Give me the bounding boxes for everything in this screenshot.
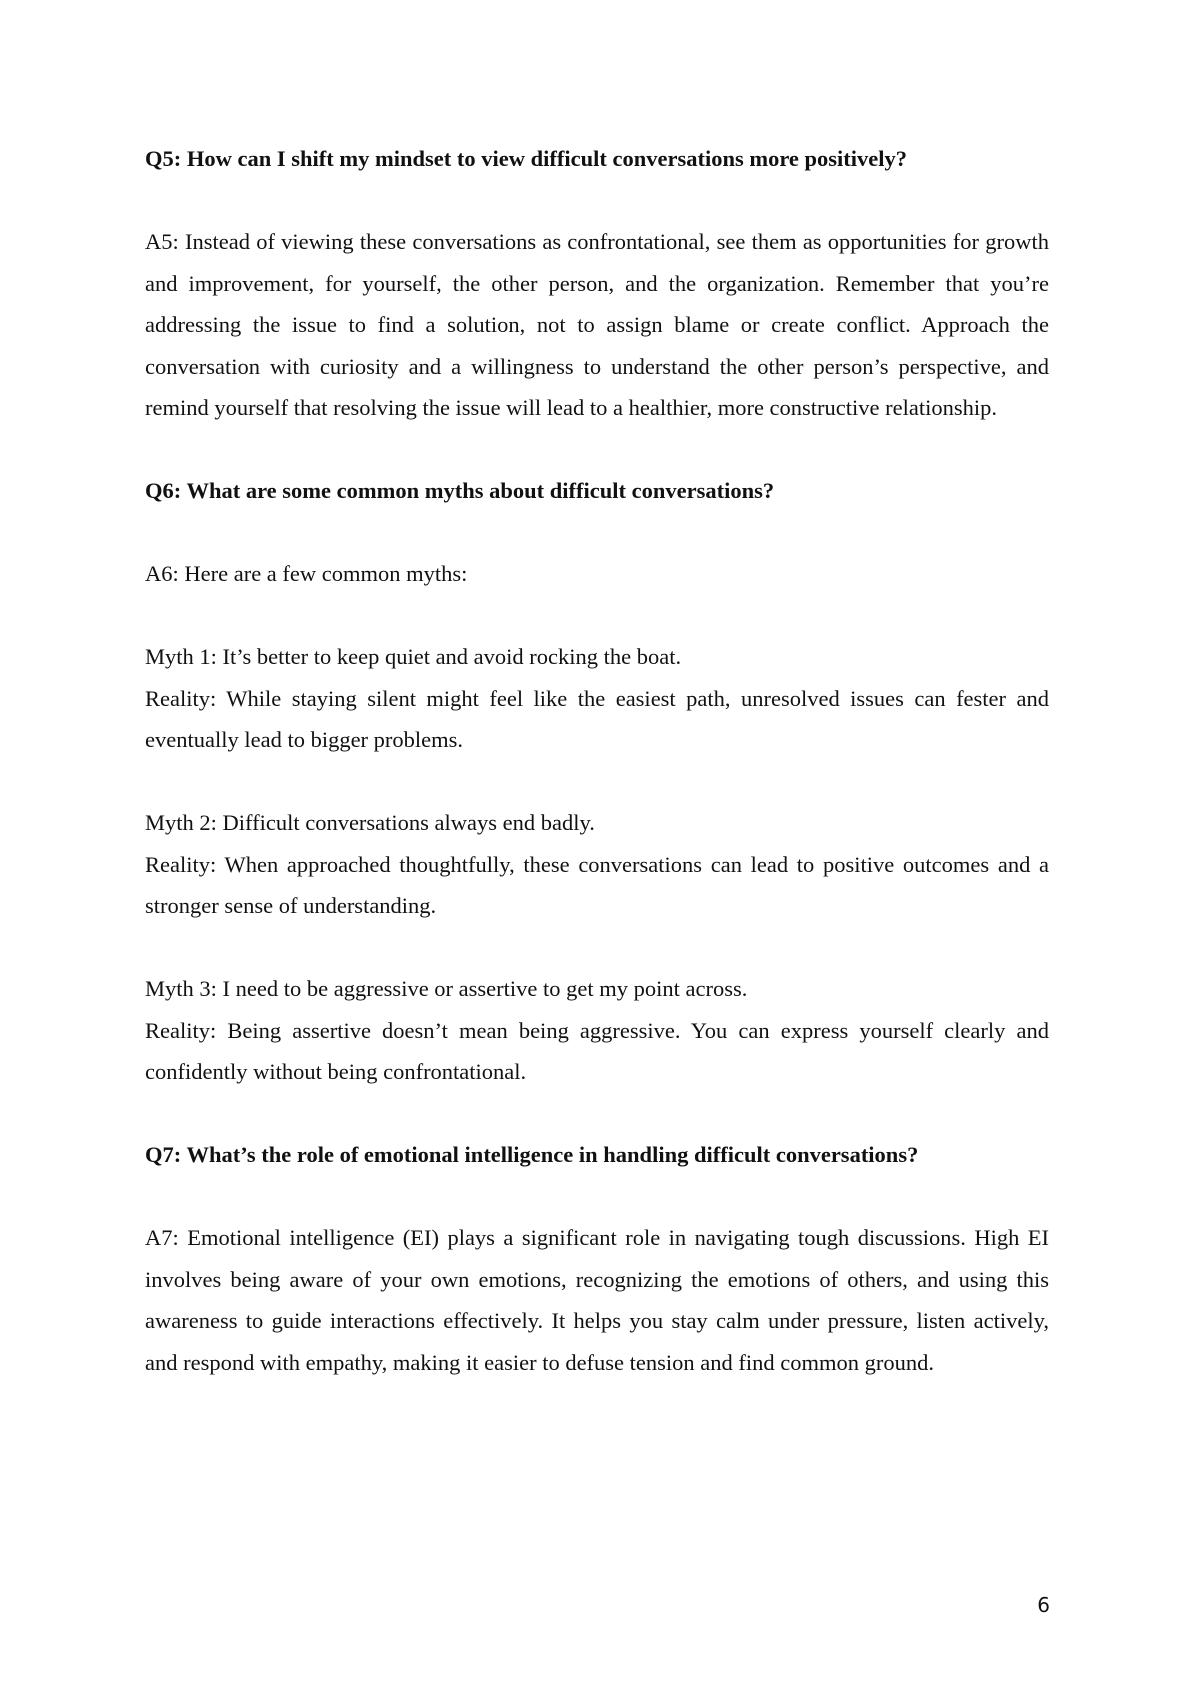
- question-q5-heading: Q5: How can I shift my mindset to view difficult conversations more positively?: [145, 146, 908, 171]
- spacer: [145, 512, 1049, 554]
- myth-3-reality: Reality: Being assertive doesn’t mean being aggressive. You can express yourself clearly and confidently without being confrontational.: [145, 1017, 1049, 1084]
- answer-a7-paragraph: A7: Emotional intelligence (EI) plays a significant role in navigating tough discussions. High EI involves being aware of your own emotions, recognizing the emotions of others, and using this awareness to guide interactions effectively. It helps you stay calm under pressure, listen actively, and respond with empathy, making it easier to defuse tension and find common ground.: [145, 1225, 1049, 1375]
- answer-a6-intro: A6: Here are a few common myths:: [145, 561, 468, 586]
- spacer: [145, 429, 1049, 471]
- document-page-body: [145, 138, 1049, 1383]
- page-number: 6: [1037, 1593, 1050, 1617]
- myth-2-reality: Reality: When approached thoughtfully, these conversations can lead to positive outcomes and a stronger sense of understanding.: [145, 851, 1049, 918]
- myth-2-statement: Myth 2: Difficult conversations always end badly.: [145, 810, 595, 835]
- spacer: [145, 927, 1049, 969]
- myth-3-statement: Myth 3: I need to be aggressive or assertive to get my point across.: [145, 976, 748, 1001]
- spacer: [145, 180, 1049, 222]
- question-q6-heading: Q6: What are some common myths about difficult conversations?: [145, 478, 775, 503]
- myth-1-statement: Myth 1: It’s better to keep quiet and avoid rocking the boat.: [145, 644, 682, 669]
- spacer: [145, 761, 1049, 803]
- spacer: [145, 1176, 1049, 1218]
- answer-a5-paragraph: A5: Instead of viewing these conversations as confrontational, see them as opportunities for growth and improvement, for yourself, the other person, and the organization. Remember that you’re addressing the issue to find a solution, not to assign blame or create conflict. Approach the conversation with curiosity and a willingness to understand the other person’s perspective, and remind yourself that resolving the issue will lead to a healthier, more constructive relationship.: [145, 229, 1049, 420]
- spacer: [145, 595, 1049, 637]
- spacer: [145, 1093, 1049, 1135]
- myth-1-reality: Reality: While staying silent might feel like the easiest path, unresolved issues can fester and eventually lead to bigger problems.: [145, 685, 1049, 752]
- question-q7-heading: Q7: What’s the role of emotional intelligence in handling difficult conversations?: [145, 1142, 919, 1167]
